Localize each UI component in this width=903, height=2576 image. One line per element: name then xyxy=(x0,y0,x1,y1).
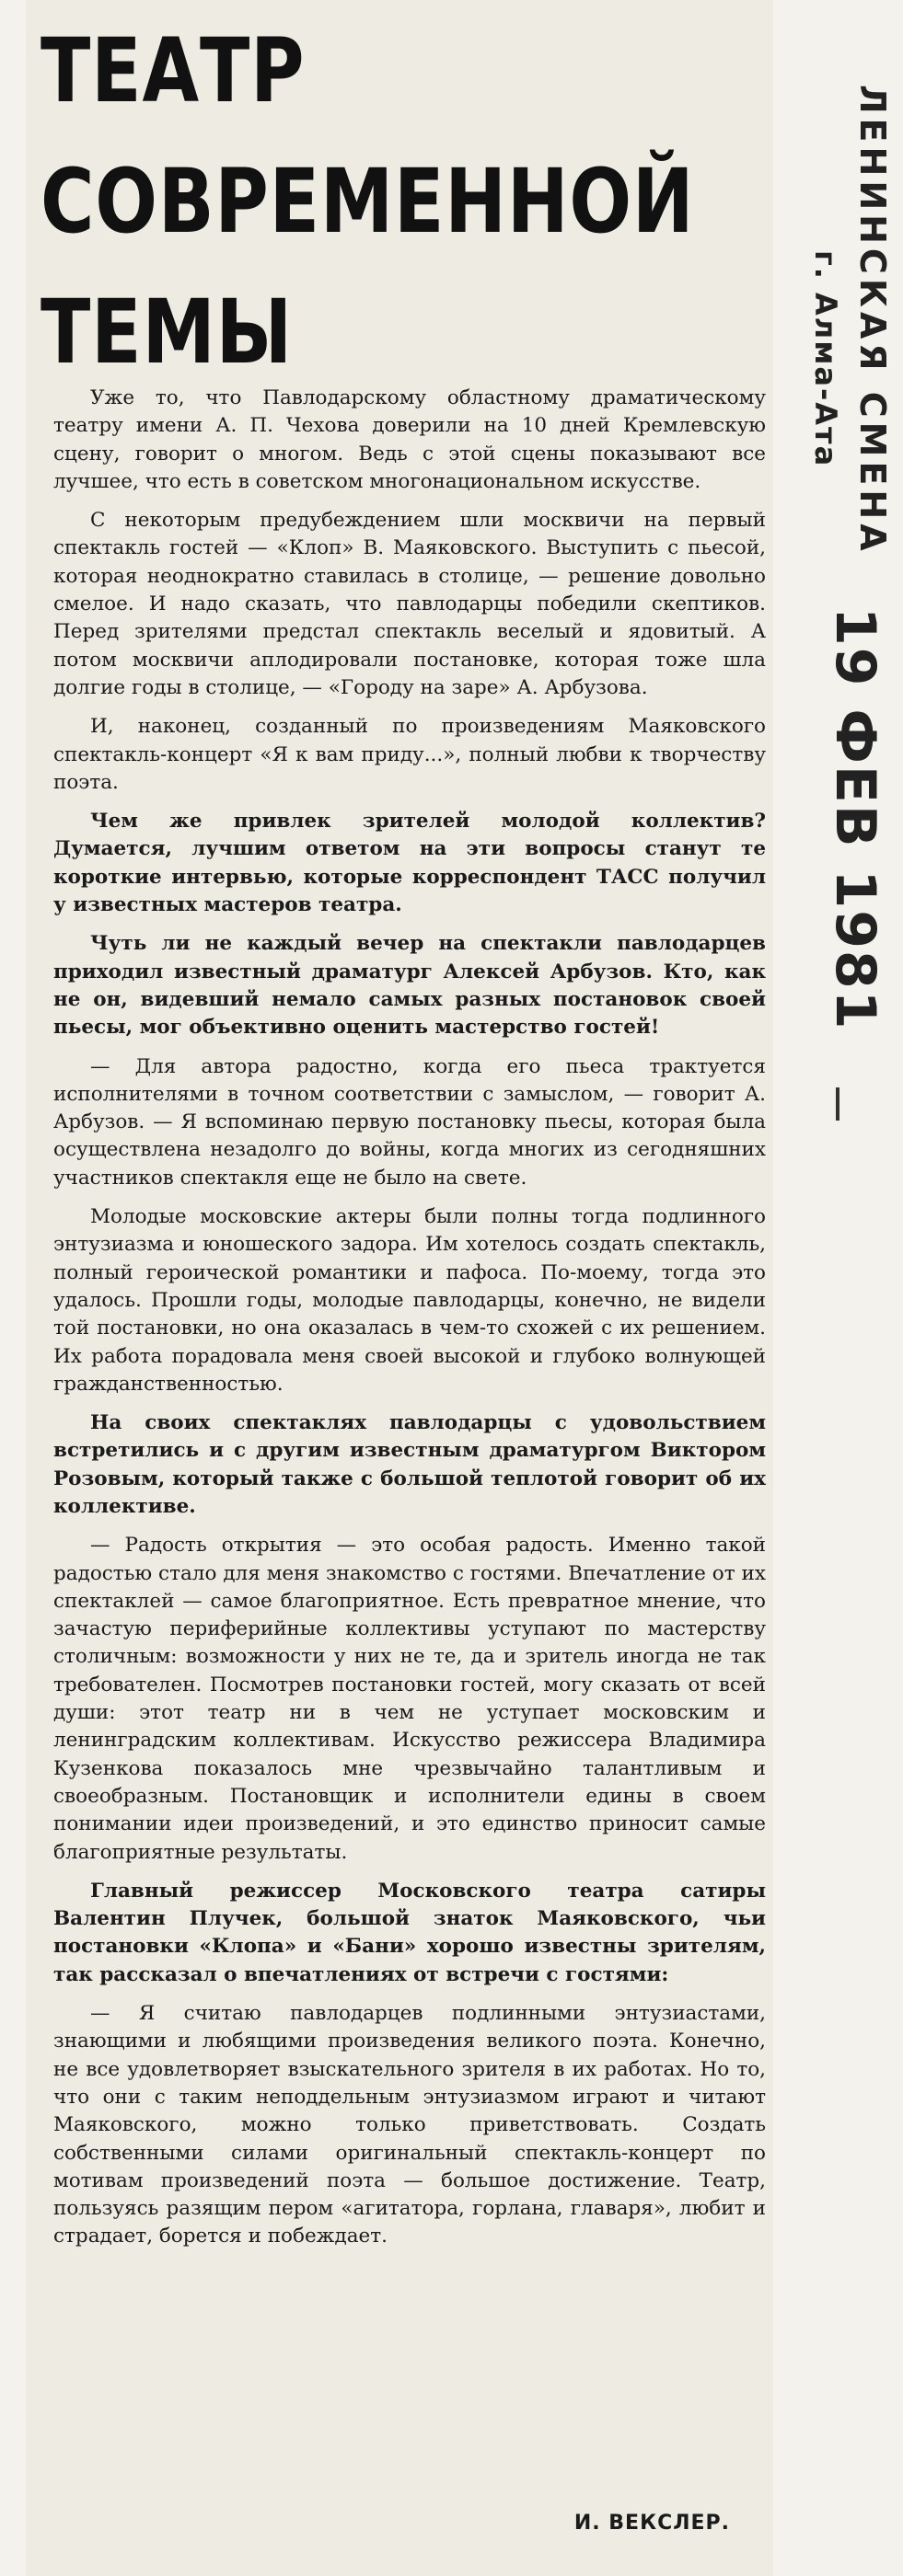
headline-line-1: ТЕАТР xyxy=(41,19,306,122)
paragraph: На своих спектаклях павлодарцы с удовольствием встретились и с другим известным драматургом Виктором Розовым, который также с большой теплотой говорит об их коллективе. xyxy=(53,1411,766,1518)
archive-stamp xyxy=(784,85,895,1060)
stamp-city: г. Алма-Ата xyxy=(808,250,843,468)
paragraph: С некоторым предубеждением шли москвичи на первый спектакль гостей — «Клоп» В. Маяковского. Выступить с пьесой, которая неоднократно ставилась в столице, — решение довольно смелое. И надо сказать, что павлодарцы победили скептиков. Перед зрителями предстал спектакль веселый и ядовитый. А потом москвичи аплодировали постановке, которая тоже шла долгие годы в столице, — «Городу на заре» А. Арбузова. xyxy=(53,509,766,699)
headline-line-3: ТЕМЫ xyxy=(41,281,293,384)
paragraph: И, наконец, созданный по произведениям Маяковского спектакль-концерт «Я к вам приду...», полный любви к творчеству поэта. xyxy=(53,715,766,794)
author-signature: И. ВЕКСЛЕР. xyxy=(573,2512,730,2535)
stamp-date: 19 ФЕВ 1981 xyxy=(823,607,887,1031)
headline-line-2: СОВРЕМЕННОЙ xyxy=(41,150,695,253)
paragraph: Чуть ли не каждый вечер на спектакли павлодарцев приходил известный драматург Алексей Арбузов. Кто, как не он, видевший немало самых разных постановок своей пьесы, мог объективно оценить мастерство гостей! xyxy=(53,932,766,1040)
stamp-dash xyxy=(836,1087,839,1121)
paragraph: Молодые московские актеры были полны тогда подлинного энтузиазма и юношеского задора. Им хотелось создать спектакль, полный героической романтики и пафоса. По-моему, тогда это удалось. Прошли годы, молодые павлодарцы, конечно, не видели той постановки, но она оказалась в чем-то схожей с их решением. Их работа порадовала меня своей высокой и глубоко волнующей гражданственностью. xyxy=(53,1205,766,1396)
article-body xyxy=(53,385,766,2262)
paragraph: — Для автора радостно, когда его пьеса трактуется исполнителями в точном соответствии с замыслом, — говорит А. Арбузов. — Я вспоминаю первую постановку пьесы, которая была осуществлена незадолго до войны, когда многих из сегодняшних участников спектакля еще не было на свете. xyxy=(53,1054,766,1190)
paragraph: Чем же привлек зрителей молодой коллектив? Думается, лучшим ответом на эти вопросы станут те короткие интервью, которые корреспондент ТАСС получил у известных мастеров театра. xyxy=(53,810,766,917)
paragraph: — Радость открытия — это особая радость. Именно такой радостью стало для меня знакомство с гостями. Впечатление от их спектаклей — самое благоприятное. Есть превратное мнение, что зачастую периферийные коллективы уступают по мастерству столичным: возможности у них не те, да и зритель иногда не так требователен. Посмотрев постановки гостей, могу сказать от всей души: этот театр ни в чем не уступает московским и ленинградским коллективам. Искусство режиссера Владимира Кузенкова показалось мне чрезвычайно талантливым и своеобразным. Постановщик и исполнители едины в своем понимании идеи произведений, и это единство приносит самые благоприятные результаты. xyxy=(53,1534,766,1864)
headline xyxy=(41,6,694,397)
paragraph: Главный режиссер Московского театра сатиры Валентин Плучек, большой знаток Маяковского, чьи постановки «Клопа» и «Бани» хорошо известны зрителям, так рассказал о впечатлениях от встречи с гостями: xyxy=(53,1879,766,1986)
paragraph: Уже то, что Павлодарскому областному драматическому театру имени А. П. Чехова доверили на 10 дней Кремлевскую сцену, говорит о многом. Ведь с этой сцены показывают все лучшее, что есть в советском многонациональном искусстве. xyxy=(53,386,766,493)
stamp-newspaper-name: ЛЕНИНСКАЯ СМЕНА xyxy=(852,85,893,556)
paragraph: — Я считаю павлодарцев подлинными энтузиастами, знающими и любящими произведения великого поэта. Конечно, не все удовлетворяет взыскательного зрителя в их работах. Но то, что они с таким неподдельным энтузиазмом играют и читают Маяковского, можно только приветствовать. Создать собственными силами оригинальный спектакль-концерт по мотивам произведений поэта — большое достижение. Театр, пользуясь разящим пером «агитатора, горлана, главаря», любит и страдает, борется и побеждает. xyxy=(53,2002,766,2248)
